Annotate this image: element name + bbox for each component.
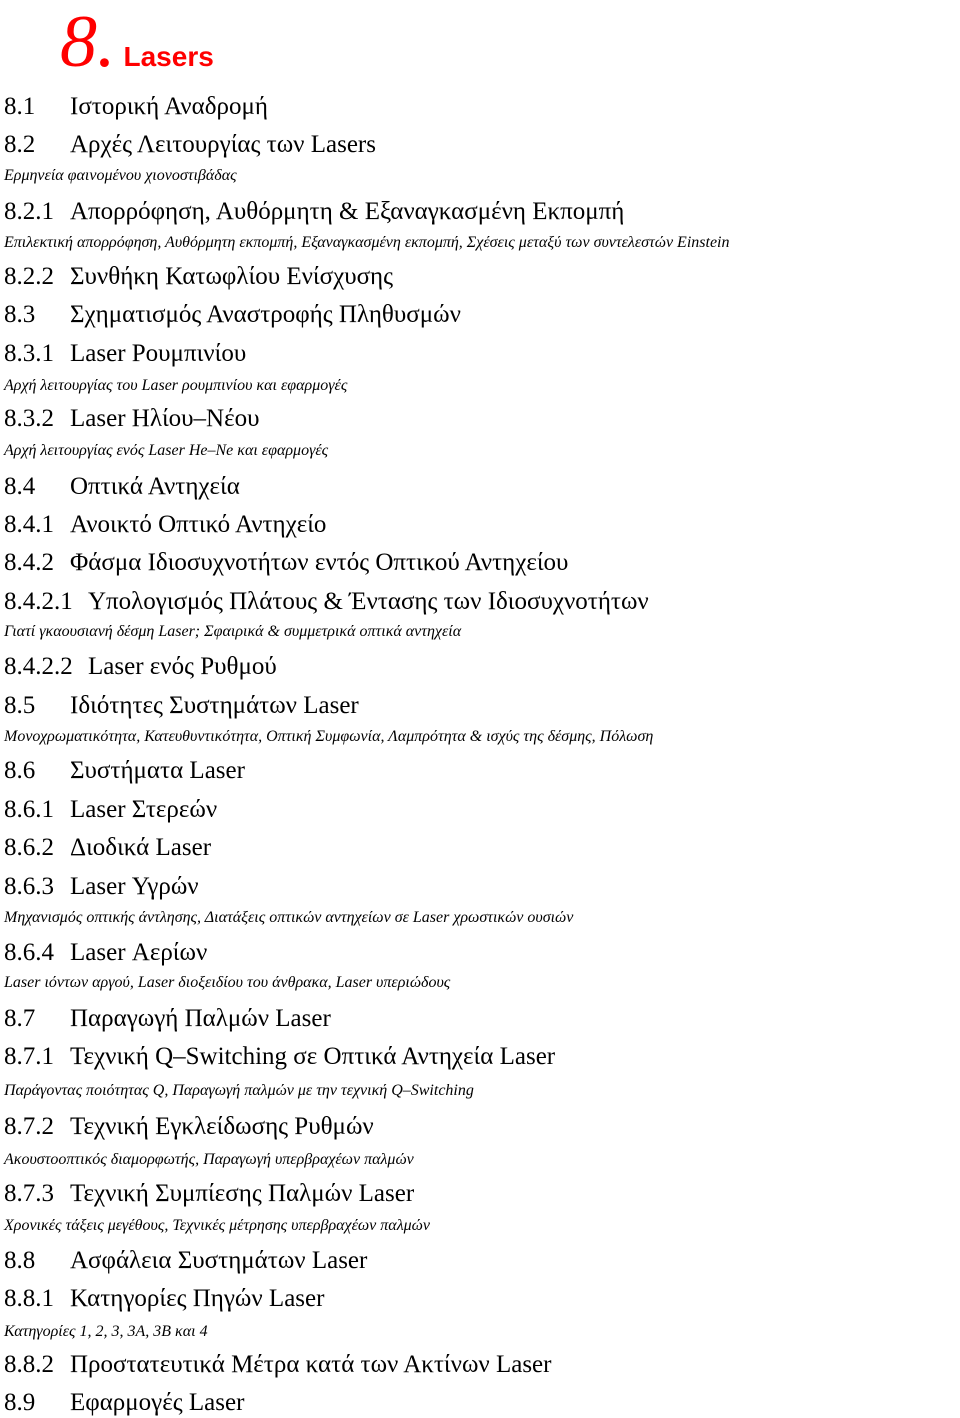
section-subtopics: Ερμηνεία φαινομένου χιονοστιβάδας	[4, 167, 237, 184]
section-title: Ανοικτό Οπτικό Αντηχείο	[70, 511, 327, 538]
section-heading	[4, 691, 359, 721]
section-number: 8.2.1	[4, 198, 54, 225]
section-heading	[4, 833, 211, 863]
section-number: 8.7	[4, 1005, 36, 1032]
section-number: 8.2.2	[4, 263, 54, 290]
section-subtopics: Μονοχρωματικότητα, Κατευθυντικότητα, Οπτική Συμφωνία, Λαμπρότητα & ισχύς της δέσμης, Πόλωση	[4, 728, 654, 745]
chapter-title	[60, 2, 214, 82]
section-number: 8.3.2	[4, 405, 54, 432]
section-title: Εφαρμογές Laser	[70, 1389, 245, 1416]
section-title: Προστατευτικά Μέτρα κατά των Ακτίνων Laser	[70, 1351, 552, 1378]
section-heading	[4, 1042, 555, 1072]
section-title: Κατηγορίες Πηγών Laser	[70, 1285, 325, 1312]
section-heading	[4, 472, 240, 502]
section-title: Laser Ρουμπινίου	[70, 340, 247, 367]
section-heading	[4, 300, 461, 330]
section-number: 8.7.2	[4, 1113, 54, 1140]
section-number: 8.4.2.1	[4, 588, 73, 615]
section-title: Φάσμα Ιδιοσυχνοτήτων εντός Οπτικού Αντηχείου	[70, 549, 569, 576]
section-title: Laser ενός Ρυθμού	[88, 653, 277, 680]
section-title: Laser Υγρών	[70, 873, 199, 900]
section-subtopics: Αρχή λειτουργίας ενός Laser He–Ne και εφαρμογές	[4, 442, 329, 459]
section-number: 8.4.1	[4, 511, 54, 538]
section-heading	[4, 548, 568, 578]
section-heading	[4, 587, 649, 617]
section-number: 8.2	[4, 131, 36, 158]
section-number: 8.6.3	[4, 873, 54, 900]
section-title: Laser Ηλίου–Νέου	[70, 405, 260, 432]
section-subtopics: Χρονικές τάξεις μεγέθους, Τεχνικές μέτρησης υπερβραχέων παλμών	[4, 1217, 430, 1234]
section-number: 8.6	[4, 757, 36, 784]
section-title: Συνθήκη Κατωφλίου Ενίσχυσης	[70, 263, 394, 290]
section-title: Σχηματισμός Αναστροφής Πληθυσμών	[70, 301, 461, 328]
section-heading	[4, 795, 217, 825]
section-heading	[4, 756, 245, 786]
section-title: Laser Στερεών	[70, 796, 218, 823]
section-title: Αρχές Λειτουργίας των Lasers	[70, 131, 376, 158]
section-title: Τεχνική Εγκλείδωσης Ρυθμών	[70, 1113, 374, 1140]
section-title: Υπολογισμός Πλάτους & Έντασης των Ιδιοσυχνοτήτων	[88, 588, 649, 615]
section-title: Laser Αερίων	[70, 939, 208, 966]
section-subtopics: Μηχανισμός οπτικής άντλησης, Διατάξεις οπτικών αντηχείων σε Laser χρωστικών ουσιών	[4, 909, 574, 926]
section-heading	[4, 510, 326, 540]
section-title: Ιστορική Αναδρομή	[70, 93, 268, 120]
section-heading	[4, 262, 393, 292]
section-number: 8.7.3	[4, 1180, 54, 1207]
section-subtopics: Επιλεκτική απορρόφηση, Αυθόρμητη εκπομπή, Εξαναγκασμένη εκπομπή, Σχέσεις μεταξύ των συντελεστών Einstein	[4, 234, 730, 251]
section-number: 8.4.2.2	[4, 653, 73, 680]
section-number: 8.6.2	[4, 834, 54, 861]
section-number: 8.4.2	[4, 549, 54, 576]
section-number: 8.6.4	[4, 939, 54, 966]
chapter-number: 8.	[60, 1, 116, 83]
section-title: Τεχνική Συμπίεσης Παλμών Laser	[70, 1180, 415, 1207]
section-subtopics: Ακουστοοπτικός διαμορφωτής, Παραγωγή υπερβραχέων παλμών	[4, 1151, 414, 1168]
section-subtopics: Παράγοντας ποιότητας Q, Παραγωγή παλμών με την τεχνική Q–Switching	[4, 1082, 474, 1099]
section-title: Απορρόφηση, Αυθόρμητη & Εξαναγκασμένη Εκπομπή	[70, 198, 625, 225]
section-title: Συστήματα Laser	[70, 757, 245, 784]
section-heading	[4, 1179, 414, 1209]
section-number: 8.7.1	[4, 1043, 54, 1070]
section-number: 8.1	[4, 93, 36, 120]
section-heading	[4, 652, 277, 682]
section-heading	[4, 1112, 374, 1142]
section-title: Ασφάλεια Συστημάτων Laser	[70, 1247, 368, 1274]
section-heading	[4, 404, 259, 434]
section-heading	[4, 1246, 367, 1276]
chapter-name: Lasers	[123, 41, 214, 72]
section-heading	[4, 92, 268, 122]
section-heading	[4, 1004, 331, 1034]
section-heading	[4, 1388, 244, 1418]
section-subtopics: Laser ιόντων αργού, Laser διοξειδίου του άνθρακα, Laser υπεριώδους	[4, 974, 451, 991]
section-heading	[4, 339, 246, 369]
section-heading	[4, 938, 207, 968]
section-number: 8.8	[4, 1247, 36, 1274]
section-heading	[4, 130, 376, 160]
section-number: 8.9	[4, 1389, 36, 1416]
section-number: 8.3.1	[4, 340, 54, 367]
section-subtopics: Αρχή λειτουργίας του Laser ρουμπινίου και εφαρμογές	[4, 377, 348, 394]
section-subtopics: Κατηγορίες 1, 2, 3, 3A, 3B και 4	[4, 1323, 208, 1340]
section-heading	[4, 872, 199, 902]
section-number: 8.5	[4, 692, 36, 719]
section-number: 8.6.1	[4, 796, 54, 823]
section-title: Οπτικά Αντηχεία	[70, 473, 240, 500]
section-number: 8.3	[4, 301, 36, 328]
section-subtopics: Γιατί γκαουσιανή δέσμη Laser; Σφαιρικά & συμμετρικά οπτικά αντηχεία	[4, 623, 462, 640]
section-title: Διοδικά Laser	[70, 834, 212, 861]
section-heading	[4, 1350, 551, 1380]
section-number: 8.8.2	[4, 1351, 54, 1378]
section-title: Ιδιότητες Συστημάτων Laser	[70, 692, 359, 719]
section-title: Παραγωγή Παλμών Laser	[70, 1005, 331, 1032]
section-number: 8.8.1	[4, 1285, 54, 1312]
section-heading	[4, 1284, 324, 1314]
section-title: Τεχνική Q–Switching σε Οπτικά Αντηχεία Laser	[70, 1043, 556, 1070]
section-heading	[4, 197, 624, 227]
section-number: 8.4	[4, 473, 36, 500]
